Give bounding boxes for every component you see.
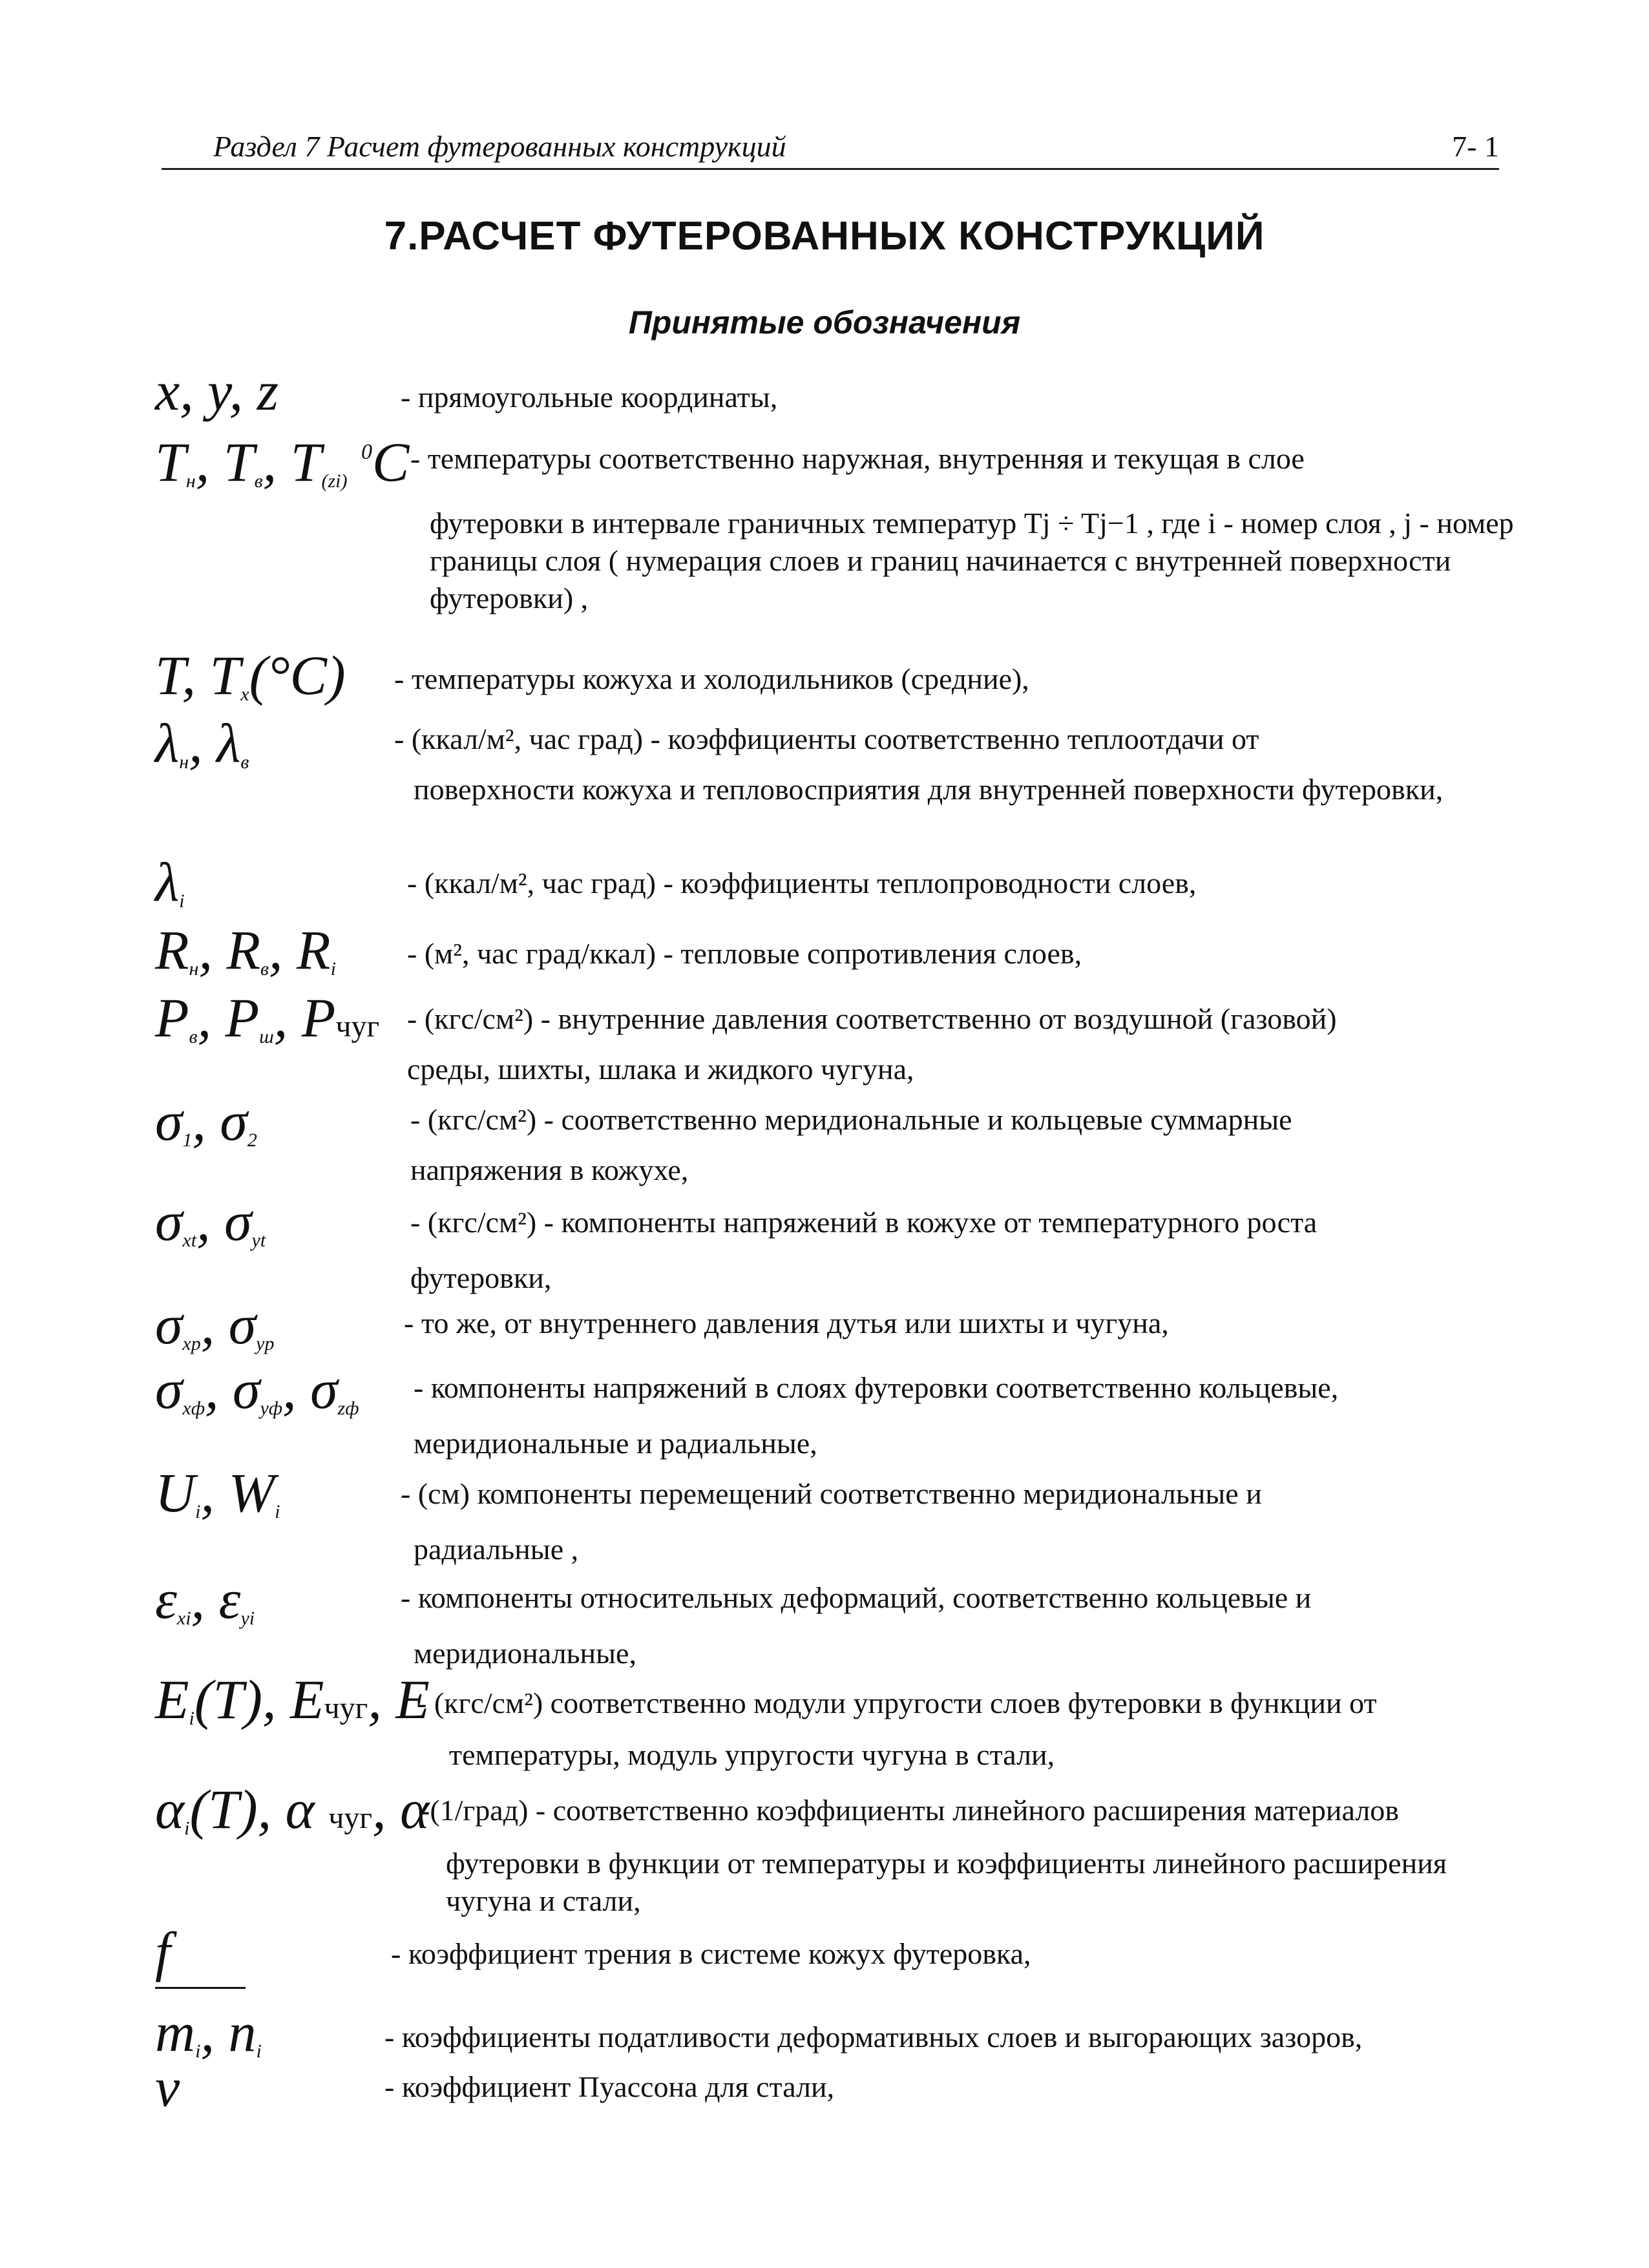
notation-symbol: $\sigma_{xt}$, $\sigma_{yt}$ <box>155 1190 266 1252</box>
notation-symbol: $P_в$, $P_ш$, Pчуг <box>155 987 380 1049</box>
notation-symbol: $\sigma_{xф}$, $\sigma_{yф}$, $\sigma_{zф}$ <box>155 1358 359 1420</box>
notation-entry <box>155 646 1518 704</box>
notation-entry <box>155 851 1518 913</box>
notation-entry <box>155 1358 1518 1460</box>
notation-symbol: $T_н$, $T_в$, $T_{(zi)}$ $^0$C <box>155 431 410 493</box>
notation-entry <box>155 2056 1518 2118</box>
notation-description: - (кгс/см²) - соответственно меридиональные и кольцевые суммарные напряжения в кожухе, <box>410 1103 1292 1186</box>
notation-description: - прямоугольные координаты, <box>401 381 778 414</box>
notation-symbol: ν <box>155 2056 180 2118</box>
notation-entry <box>155 1190 1518 1294</box>
notation-symbol: T, $T_x(^\circ C)$ <box>155 644 346 706</box>
notation-description: - коэффициент Пуассона для стали, <box>384 2070 835 2103</box>
notation-entry <box>155 2001 1518 2063</box>
notation-description: - температуры соответственно наружная, внутренняя и текущая в слое футеровки в интервале граничных температур Tj ÷ Tj−1 , где i - номер слоя , j - номер границы слоя ( нумерация слоев и границ начинается с внутренней поверхности футеровки) , <box>410 442 1514 614</box>
notation-entry <box>155 1922 1518 2006</box>
page-header <box>162 129 1499 170</box>
notation-entry <box>155 1462 1518 1566</box>
notation-symbol: $\sigma_{xp}$, $\sigma_{yp}$ <box>155 1294 275 1356</box>
notation-description: - коэффициент трения в системе кожух футеровка, <box>391 1937 1031 1970</box>
chapter-title: 7.РАСЧЕТ ФУТЕРОВАННЫХ КОНСТРУКЦИЙ <box>384 214 1265 258</box>
notation-entry <box>155 360 1518 422</box>
notation-entry <box>155 1668 1518 1771</box>
notation-entry <box>155 1092 1518 1189</box>
notation-symbol: $E_i(T)$, Eчуг, E <box>155 1668 430 1730</box>
section-title: Раздел 7 Расчет футерованных конструкций <box>213 130 786 163</box>
notation-symbol: x, y, z <box>155 360 279 422</box>
notation-symbol: $\lambda_н$, $\lambda_в$ <box>155 712 249 774</box>
notation-description: - коэффициенты податливости деформативных слоев и выгорающих зазоров, <box>384 2021 1363 2053</box>
notation-symbol: $R_н$, $R_в$, $R_i$ <box>155 919 336 981</box>
notation-description: - температуры кожуха и холодильников (средние), <box>394 662 1029 695</box>
notation-symbol: $U_i$, $W_i$ <box>155 1462 280 1524</box>
notation-entry <box>155 989 1518 1086</box>
notation-entry <box>155 1294 1518 1356</box>
notation-description: - (см) компоненты перемещений соответственно меридиональные и радиальные , <box>401 1477 1262 1566</box>
notation-entry <box>155 1778 1518 1917</box>
notation-description: - компоненты напряжений в слоях футеровки соответственно кольцевые, меридиональные и радиальные, <box>414 1371 1339 1460</box>
notation-description: - (ккал/м², час град) - коэффициенты соответственно теплоотдачи от поверхности кожуха и тепловосприятия для внутренней поверхности футеровки, <box>394 722 1444 806</box>
notation-entry <box>155 919 1518 981</box>
page-number: 7- 1 <box>1452 130 1499 163</box>
notation-description: - (м², час град/ккал) - тепловые сопротивления слоев, <box>407 937 1082 970</box>
notation-description: - (кгс/см²) - внутренние давления соответственно от воздушной (газовой) среды, шихты, шлака и жидкого чугуна, <box>407 1002 1337 1086</box>
notation-symbol: $\sigma_1$, $\sigma_2$ <box>155 1090 257 1152</box>
notation-entry <box>155 714 1518 850</box>
notation-heading: Принятые обозначения <box>628 304 1021 341</box>
notation-symbol: $\alpha_i(T)$, α чуг, α <box>155 1778 430 1840</box>
notation-entry <box>155 1568 1518 1670</box>
notation-description: - (кгс/см²) - компоненты напряжений в кожухе от температурного роста футеровки, <box>410 1206 1318 1294</box>
notation-symbol: $\varepsilon_{xi}$, $\varepsilon_{yi}$ <box>155 1568 255 1630</box>
notation-description: - (ккал/м², час град) - коэффициенты теплопроводности слоев, <box>407 866 1197 899</box>
notation-entry <box>155 423 1518 624</box>
fraction-bar <box>155 1987 246 1989</box>
notation-symbol: $\lambda_i$ <box>155 851 185 913</box>
notation-description: - (кгс/см²) соответственно модули упругости слоев футеровки в функции от температуры, модуль упругости чугуна в стали, <box>417 1686 1377 1771</box>
notation-description: -(1/град) - соответственно коэффициенты линейного расширения материалов футеровки в функции от температуры и коэффициенты линейного расширения чугуна и стали, <box>420 1794 1447 1917</box>
notation-description: - то же, от внутреннего давления дутья или шихты и чугуна, <box>404 1307 1169 1339</box>
notation-symbol: f <box>155 1920 171 1982</box>
notation-symbol: $m_i$, $n_i$ <box>155 2001 262 2063</box>
notation-description: - компоненты относительных деформаций, соответственно кольцевые и меридиональные, <box>401 1581 1312 1670</box>
